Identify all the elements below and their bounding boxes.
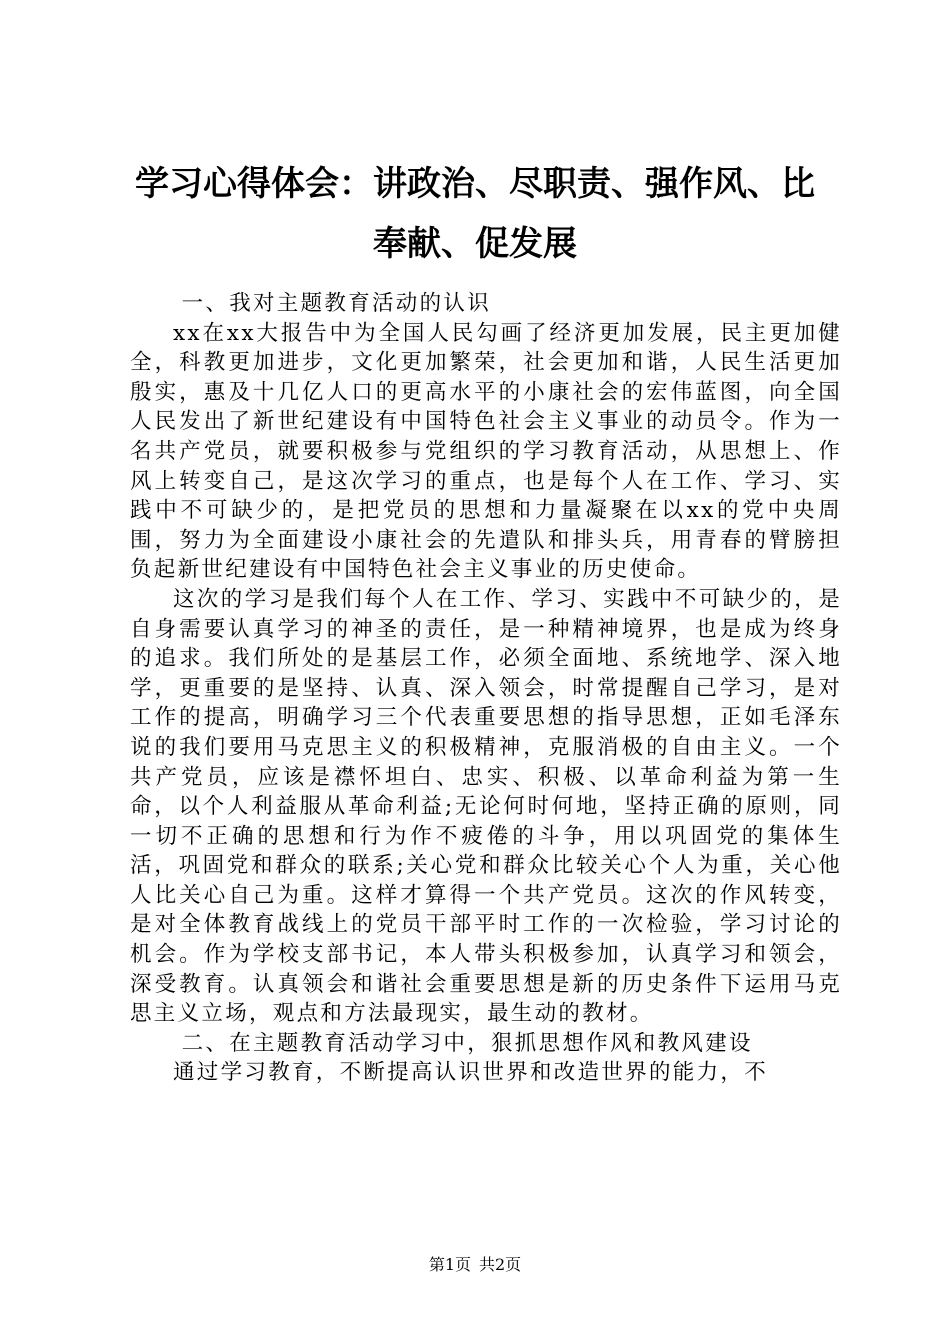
body-paragraph-2: 这次的学习是我们每个人在工作、学习、实践中不可缺少的，是自身需要认真学习的神圣的责任，是一种精神境界，也是成为终身的追求。我们所处的是基层工作，必须全面地、系统地学、深入地学，更重要的是坚持、认真、深入领会，时常提醒自己学习，是对工作的提高，明确学习三个代表重要思想的指导思想，正如毛泽东说的我们要用马克思主义的积极精神，克服消极的自由主义。一个共产党员，应该是襟怀坦白、忠实、积极、以革命利益为第一生命，以个人利益服从革命利益;无论何时何地，坚持正确的原则，同一切不正确的思想和行为作不疲倦的斗争，用以巩固党的集体生活，巩固党和群众的联系;关心党和群众比较关心个人为重，关心他人比关心自己为重。这样才算得一个共产党员。这次的作风转变，是对全体教育战线上的党员干部平时工作的一次检验，学习讨论的机会。作为学校支部书记，本人带头积极参加，认真学习和领会，深受教育。认真领会和谐社会重要思想是新的历史条件下运用马克思主义立场，观点和方法最现实，最生动的教材。 (130, 586, 842, 1027)
page-number-current: 第1页 (428, 1255, 471, 1274)
body-paragraph-1: xx在xx大报告中为全国人民勾画了经济更加发展，民主更加健全，科教更加进步，文化更加繁荣，社会更加和谐，人民生活更加殷实，惠及十几亿人口的更高水平的小康社会的宏伟蓝图，向全国人民发出了新世纪建设有中国特色社会主义事业的动员令。作为一名共产党员，就要积极参与党组织的学习教育活动，从思想上、作风上转变自己，是这次学习的重点，也是每个人在工作、学习、实践中不可缺少的，是把党员的思想和力量凝聚在以xx的党中央周围，努力为全面建设小康社会的先遣队和排头兵，用青春的臂膀担负起新世纪建设有中国特色社会主义事业的历史使命。 (130, 320, 842, 583)
document-body (130, 289, 842, 1088)
page-number-total: 共2页 (479, 1255, 522, 1274)
document-title-line-2: 奉献、促发展 (373, 224, 577, 264)
body-paragraph-3: 通过学习教育，不断提高认识世界和改造世界的能力，不 (173, 1060, 769, 1086)
section-heading-2: 二、在主题教育活动学习中，狠抓思想作风和教风建设 (181, 1030, 753, 1056)
section-heading-1: 一、我对主题教育活动的认识 (181, 291, 491, 316)
page-footer (0, 1255, 950, 1275)
document-title-line-1: 学习心得体会：讲政治、尽职责、强作风、比 (135, 164, 815, 204)
